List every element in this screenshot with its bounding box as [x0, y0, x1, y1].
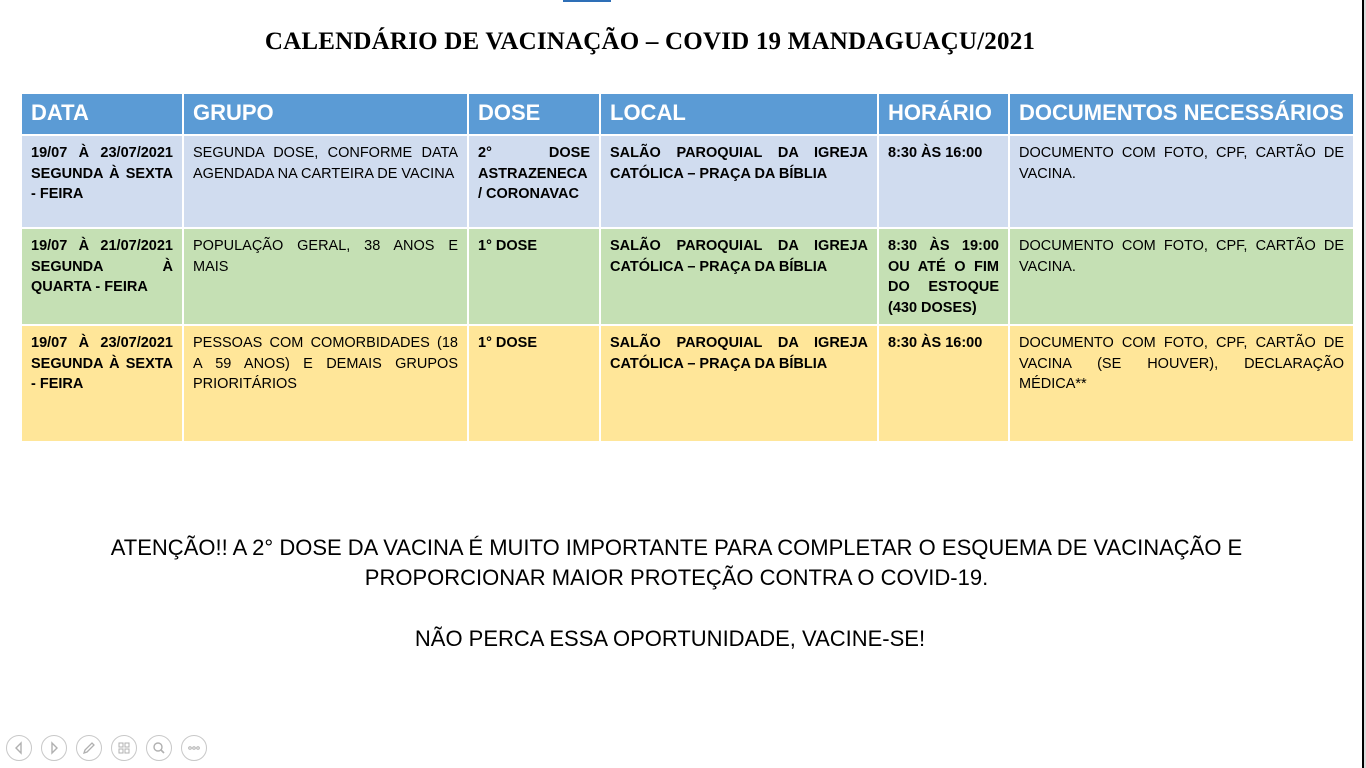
- attention-notice: ATENÇÃO!! A 2° DOSE DA VACINA É MUITO IMPORTANTE PARA COMPLETAR O ESQUEMA DE VACINAÇÃO E PROPORCIONAR MAIOR PROTEÇÃO CONTRA O COVID-19.: [110, 535, 1243, 590]
- header-horario: HORÁRIO: [878, 93, 1009, 135]
- vaccination-schedule-table: [20, 92, 1355, 443]
- cell-horario: 8:30 ÀS 19:00 OU ATÉ O FIM DO ESTOQUE (430 DOSES): [878, 228, 1009, 325]
- header-documentos: DOCUMENTOS NECESSÁRIOS: [1009, 93, 1354, 135]
- slide-title: CALENDÁRIO DE VACINAÇÃO – COVID 19 MANDAGUAÇU/2021: [264, 28, 1036, 55]
- cell-documentos: DOCUMENTO COM FOTO, CPF, CARTÃO DE VACINA (SE HOUVER), DECLARAÇÃO MÉDICA**: [1009, 325, 1354, 442]
- cell-horario: 8:30 ÀS 16:00: [878, 325, 1009, 442]
- header-dose: DOSE: [468, 93, 600, 135]
- cell-data: 19/07 À 23/07/2021 SEGUNDA À SEXTA - FEIRA: [21, 135, 183, 228]
- more-options-icon[interactable]: [181, 735, 207, 761]
- call-to-action: NÃO PERCA ESSA OPORTUNIDADE, VACINE-SE!: [414, 626, 926, 651]
- pen-icon[interactable]: [76, 735, 102, 761]
- slideshow-controls: [6, 735, 207, 763]
- previous-slide-icon[interactable]: [6, 735, 32, 761]
- table-header-row: [21, 93, 1354, 135]
- header-local: LOCAL: [600, 93, 878, 135]
- cell-dose: 2° DOSE ASTRAZENECA / CORONAVAC: [468, 135, 600, 228]
- cell-dose: 1° DOSE: [468, 228, 600, 325]
- top-indicator: [563, 0, 611, 2]
- zoom-icon[interactable]: [146, 735, 172, 761]
- cell-grupo: POPULAÇÃO GERAL, 38 ANOS E MAIS: [183, 228, 468, 325]
- table-row: [21, 228, 1354, 325]
- cell-grupo: PESSOAS COM COMORBIDADES (18 A 59 ANOS) E DEMAIS GRUPOS PRIORITÁRIOS: [183, 325, 468, 442]
- cell-horario: 8:30 ÀS 16:00: [878, 135, 1009, 228]
- cell-local: SALÃO PAROQUIAL DA IGREJA CATÓLICA – PRAÇA DA BÍBLIA: [600, 135, 878, 228]
- header-grupo: GRUPO: [183, 93, 468, 135]
- cell-documentos: DOCUMENTO COM FOTO, CPF, CARTÃO DE VACINA.: [1009, 135, 1354, 228]
- next-slide-icon[interactable]: [41, 735, 67, 761]
- cell-grupo: SEGUNDA DOSE, CONFORME DATA AGENDADA NA CARTEIRA DE VACINA: [183, 135, 468, 228]
- cell-local: SALÃO PAROQUIAL DA IGREJA CATÓLICA – PRAÇA DA BÍBLIA: [600, 325, 878, 442]
- cell-local: SALÃO PAROQUIAL DA IGREJA CATÓLICA – PRAÇA DA BÍBLIA: [600, 228, 878, 325]
- cell-dose: 1° DOSE: [468, 325, 600, 442]
- table-row: [21, 135, 1354, 228]
- slides-grid-icon[interactable]: [111, 735, 137, 761]
- cell-data: 19/07 À 23/07/2021 SEGUNDA À SEXTA - FEIRA: [21, 325, 183, 442]
- table-row: [21, 325, 1354, 442]
- cell-documentos: DOCUMENTO COM FOTO, CPF, CARTÃO DE VACINA.: [1009, 228, 1354, 325]
- cell-data: 19/07 À 21/07/2021 SEGUNDA À QUARTA - FEIRA: [21, 228, 183, 325]
- header-data: DATA: [21, 93, 183, 135]
